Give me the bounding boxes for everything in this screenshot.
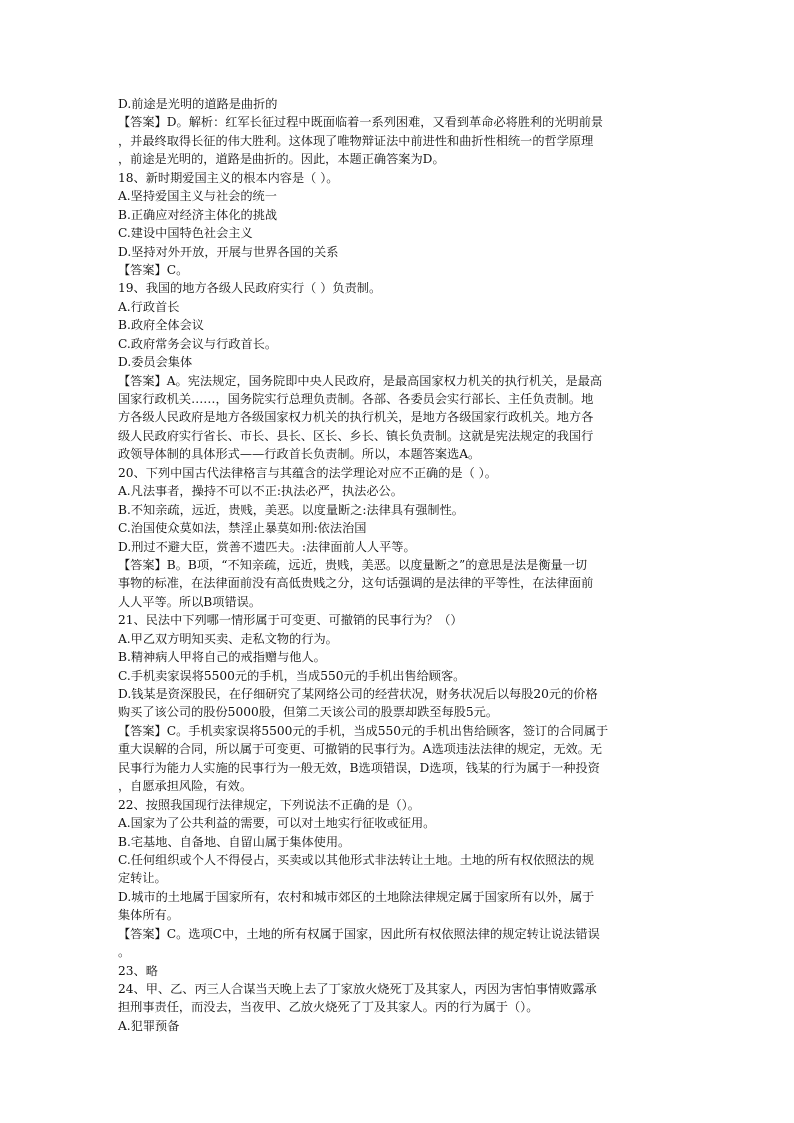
text-line: 【答案】C。选项C中，土地的所有权属于国家，因此所有权依照法律的规定转让说法错误 [118, 926, 600, 941]
text-line: 担刑事责任，而没去，当夜甲、乙放火烧死了丁及其家人。丙的行为属于（）。 [118, 1000, 539, 1015]
text-line: 重大误解的合同，所以属于可变更、可撤销的民事行为。A选项违法法律的规定，无效。无 [118, 742, 603, 757]
text-line: 级人民政府实行省长、市长、县长、区长、乡长、镇长负责制。这就是宪法规定的我国行 [118, 428, 594, 443]
text-line: B.精神病人甲将自己的戒指赠与他人。 [118, 650, 326, 665]
text-line: D.城市的土地属于国家所有，农村和城市郊区的土地除法律规定属于国家所有以外，属于 [118, 889, 595, 904]
text-line: C.手机卖家误将5500元的手机，当成550元的手机出售给顾客。 [118, 668, 466, 683]
text-line: A.坚持爱国主义与社会的统一 [118, 189, 277, 204]
text-line: 国家行政机关……，国务院实行总理负责制。各部、各委员会实行部长、主任负责制。地 [118, 392, 594, 406]
text-line: A.行政首长 [118, 299, 180, 314]
text-line: B.不知亲疏，远近，贵贱，美恶。以度量断之:法律具有强制性。 [118, 502, 464, 517]
text-line: A.甲乙双方明知买卖、走私文物的行为。 [118, 631, 338, 646]
text-line: 21、民法中下列哪一情形属于可变更、可撤销的民事行为？（） [118, 613, 463, 628]
text-line: 。 [118, 945, 131, 960]
text-line: 22、按照我国现行法律规定，下列说法不正确的是（）。 [118, 797, 420, 812]
text-line: 政领导体制的具体形式——行政首长负责制。所以，本题答案选A。 [118, 447, 481, 462]
text-line: ，并最终取得长征的伟大胜利。这体现了唯物辩证法中前进性和曲折性相统一的哲学原理 [118, 133, 594, 148]
text-line: 购买了该公司的股份5000股，但第二天该公司的股票却跌至每股5元。 [118, 705, 499, 720]
text-line: B.正确应对经济主体化的挑战 [118, 207, 278, 222]
text-line: 20、下列中国古代法律格言与其蕴含的法学理论对应不正确的是（ ）。 [118, 465, 497, 480]
text-line: D.前途是光明的道路是曲折的 [118, 97, 278, 111]
text-line: 人人平等。所以B项错误。 [118, 594, 262, 609]
text-line: 【答案】C。 [118, 262, 189, 277]
text-line: D.委员会集体 [118, 355, 193, 370]
text-line: 集体所有。 [118, 908, 179, 923]
text-line: D.刑过不避大臣，赏善不遗匹夫。:法律面前人人平等。 [118, 539, 416, 554]
text-line: A.凡法事者，操持不可以不正:执法必严，执法必公。 [118, 484, 403, 499]
text-line: 19、我国的地方各级人民政府实行（ ）负责制。 [118, 281, 382, 296]
text-line: 事物的标准，在法律面前没有高低贵贱之分，这句话强调的是法律的平等性，在法律面前 [118, 576, 594, 591]
document-page [118, 95, 698, 1035]
text-line: A.犯罪预备 [118, 1018, 180, 1033]
text-line: C.任何组织或个人不得侵占，买卖或以其他形式非法转让土地。土地的所有权依照法的规 [118, 852, 594, 867]
text-line: C.建设中国特色社会主义 [118, 226, 253, 241]
text-line: 【答案】B。B项，“不知亲疏，远近，贵贱，美恶。以度量断之”的意思是法是衡量一切 [118, 557, 588, 572]
text-line: B.宅基地、自备地、自留山属于集体使用。 [118, 834, 351, 849]
text-line: C.治国使众莫如法，禁淫止暴莫如刑:依法治国 [118, 521, 367, 536]
text-line: B.政府全体会议 [118, 318, 204, 333]
text-line: 【答案】A。宪法规定，国务院即中央人民政府，是最高国家权力机关的执行机关，是最高 [118, 373, 603, 388]
text-line: A.国家为了公共利益的需要，可以对土地实行征收或征用。 [118, 816, 436, 831]
text-line: 18、新时期爱国主义的根本内容是（ ）。 [118, 170, 339, 185]
text-line: D.坚持对外开放，开展与世界各国的关系 [118, 244, 339, 259]
text-line: 民事行为能力人实施的民事行为一般无效，B选项错误，D选项，钱某的行为属于一种投资 [118, 760, 600, 775]
text-line: ，自愿承担风险，有效。 [118, 779, 253, 794]
text-line: ，前途是光明的，道路是曲折的。因此，本题正确答案为D。 [118, 152, 445, 167]
text-line: 定转让。 [118, 871, 167, 886]
text-line: 方各级人民政府是地方各级国家权力机关的执行机关，是地方各级国家行政机关。地方各 [118, 410, 594, 425]
text-line: 24、甲、乙、丙三人合谋当天晚上去了丁家放火烧死丁及其家人，丙因为害怕事情败露承 [118, 982, 597, 996]
text-line: D.钱某是资深股民，在仔细研究了某网络公司的经营状况，财务状况后以每股20元的价格 [118, 687, 598, 701]
text-line: 【答案】C。手机卖家误将5500元的手机，当成550元的手机出售给顾客，签订的合同属于 [118, 723, 609, 738]
text-line: 23、略 [118, 963, 158, 978]
text-line: 【答案】D。解析：红军长征过程中既面临着一系列困难，又看到革命必将胜利的光明前景 [118, 115, 604, 130]
text-line: C.政府常务会议与行政首长。 [118, 336, 278, 351]
